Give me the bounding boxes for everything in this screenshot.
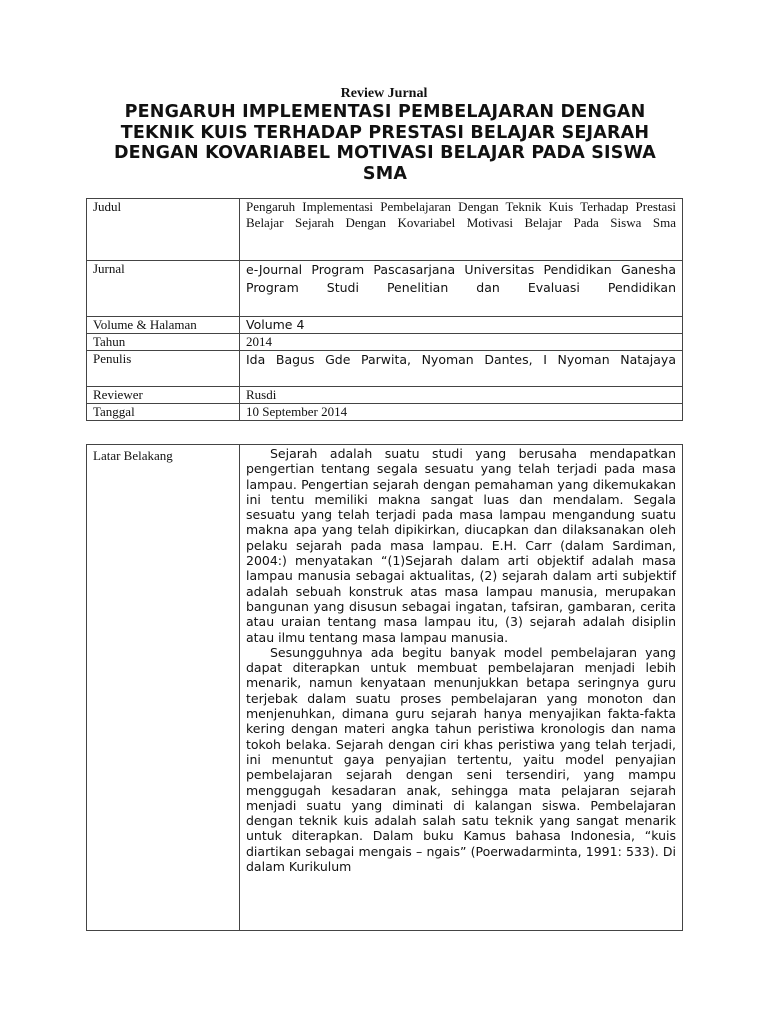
- row-value-judul: Pengaruh Implementasi Pembelajaran Dengan Teknik Kuis Terhadap Prestasi Belajar Sejarah Dengan Kovariabel Motivasi Belajar Pada Siswa Sma: [240, 199, 683, 261]
- info-table: [86, 198, 683, 421]
- table-row: [87, 351, 683, 387]
- row-label-latar-belakang: Latar Belakang: [87, 445, 240, 931]
- row-value-reviewer: Rusdi: [240, 387, 683, 404]
- row-label-reviewer: Reviewer: [87, 387, 240, 404]
- row-label-volume: Volume & Halaman: [87, 317, 240, 334]
- document-title: PENGARUH IMPLEMENTASI PEMBELAJARAN DENGAN TEKNIK KUIS TERHADAP PRESTASI BELAJAR SEJARAH DENGAN KOVARIABEL MOTIVASI BELAJAR PADA SISWA SMA: [113, 102, 657, 184]
- document-subtitle: Review Jurnal: [340, 86, 428, 101]
- paragraph-1: Sejarah adalah suatu studi yang berusaha mendapatkan pengertian tentang segala sesuatu yang telah terjadi pada masa lampau. Pengertian sejarah dengan pemahaman yang dikemukakan ini tentu memiliki makna sangat luas dan mendalam. Segala sesuatu yang telah terjadi pada masa lampau mengandung suatu makna apa yang telah dipikirkan, diucapkan dan dilaksanakan oleh pelaku sejarah pada masa lampau. E.H. Carr (dalam Sardiman, 2004:) menyatakan “(1)Sejarah dalam arti objektif adalah masa lampau manusia sebagai aktualitas, (2) sejarah dalam arti subjektif adalah sebuah konstruk atas masa lampau manusia, merupakan bangunan yang disusun sebagai ingatan, tafsiran, gambaran, cerita atau uraian tentang masa lampau itu, (3) sejarah adalah disiplin atau ilmu tentang masa lampau manusia.: [246, 446, 676, 645]
- row-value-tahun: 2014: [240, 334, 683, 351]
- table-row: [87, 199, 683, 261]
- table-row: [87, 334, 683, 351]
- paragraph-2: Sesungguhnya ada begitu banyak model pembelajaran yang dapat diterapkan untuk membuat pembelajaran menjadi lebih menarik, namun kenyataan menunjukkan betapa seringnya guru terjebak dalam suatu proses pembelajaran yang monoton dan menjenuhkan, dimana guru sejarah hanya menyajikan fakta-fakta kering dengan materi angka tahun peristiwa kronologis dan nama tokoh belaka. Sejarah dengan ciri khas peristiwa yang telah terjadi, ini menuntut gaya penyajian tertentu, yaitu model penyajian pembelajaran sejarah dengan seni tersendiri, yang mampu menggugah kesadaran anak, sehingga mata pelajaran sejarah menjadi suatu yang diminati di kalangan siswa. Pembelajaran dengan teknik kuis adalah salah satu teknik yang sangat menarik untuk diterapkan. Dalam buku Kamus bahasa Indonesia, “kuis diartikan sebagai mengais – ngais” (Poerwadarminta, 1991: 533). Di dalam Kurikulum: [246, 644, 676, 875]
- row-value-penulis: Ida Bagus Gde Parwita, Nyoman Dantes, I Nyoman Natajaya: [240, 351, 683, 387]
- row-value-volume: Volume 4: [240, 317, 683, 334]
- row-value-tanggal: 10 September 2014: [240, 404, 683, 421]
- content-table: [86, 444, 683, 931]
- table-row: [87, 387, 683, 404]
- table-row: [87, 445, 683, 931]
- row-label-tanggal: Tanggal: [87, 404, 240, 421]
- table-row: [87, 317, 683, 334]
- table-row: [87, 261, 683, 317]
- row-label-jurnal: Jurnal: [87, 261, 240, 317]
- row-label-tahun: Tahun: [87, 334, 240, 351]
- row-value-jurnal: e-Journal Program Pascasarjana Universitas Pendidikan Ganesha Program Studi Penelitian dan Evaluasi Pendidikan: [240, 261, 683, 317]
- row-label-judul: Judul: [87, 199, 240, 261]
- row-label-penulis: Penulis: [87, 351, 240, 387]
- latar-belakang-text: [240, 445, 683, 931]
- table-row: [87, 404, 683, 421]
